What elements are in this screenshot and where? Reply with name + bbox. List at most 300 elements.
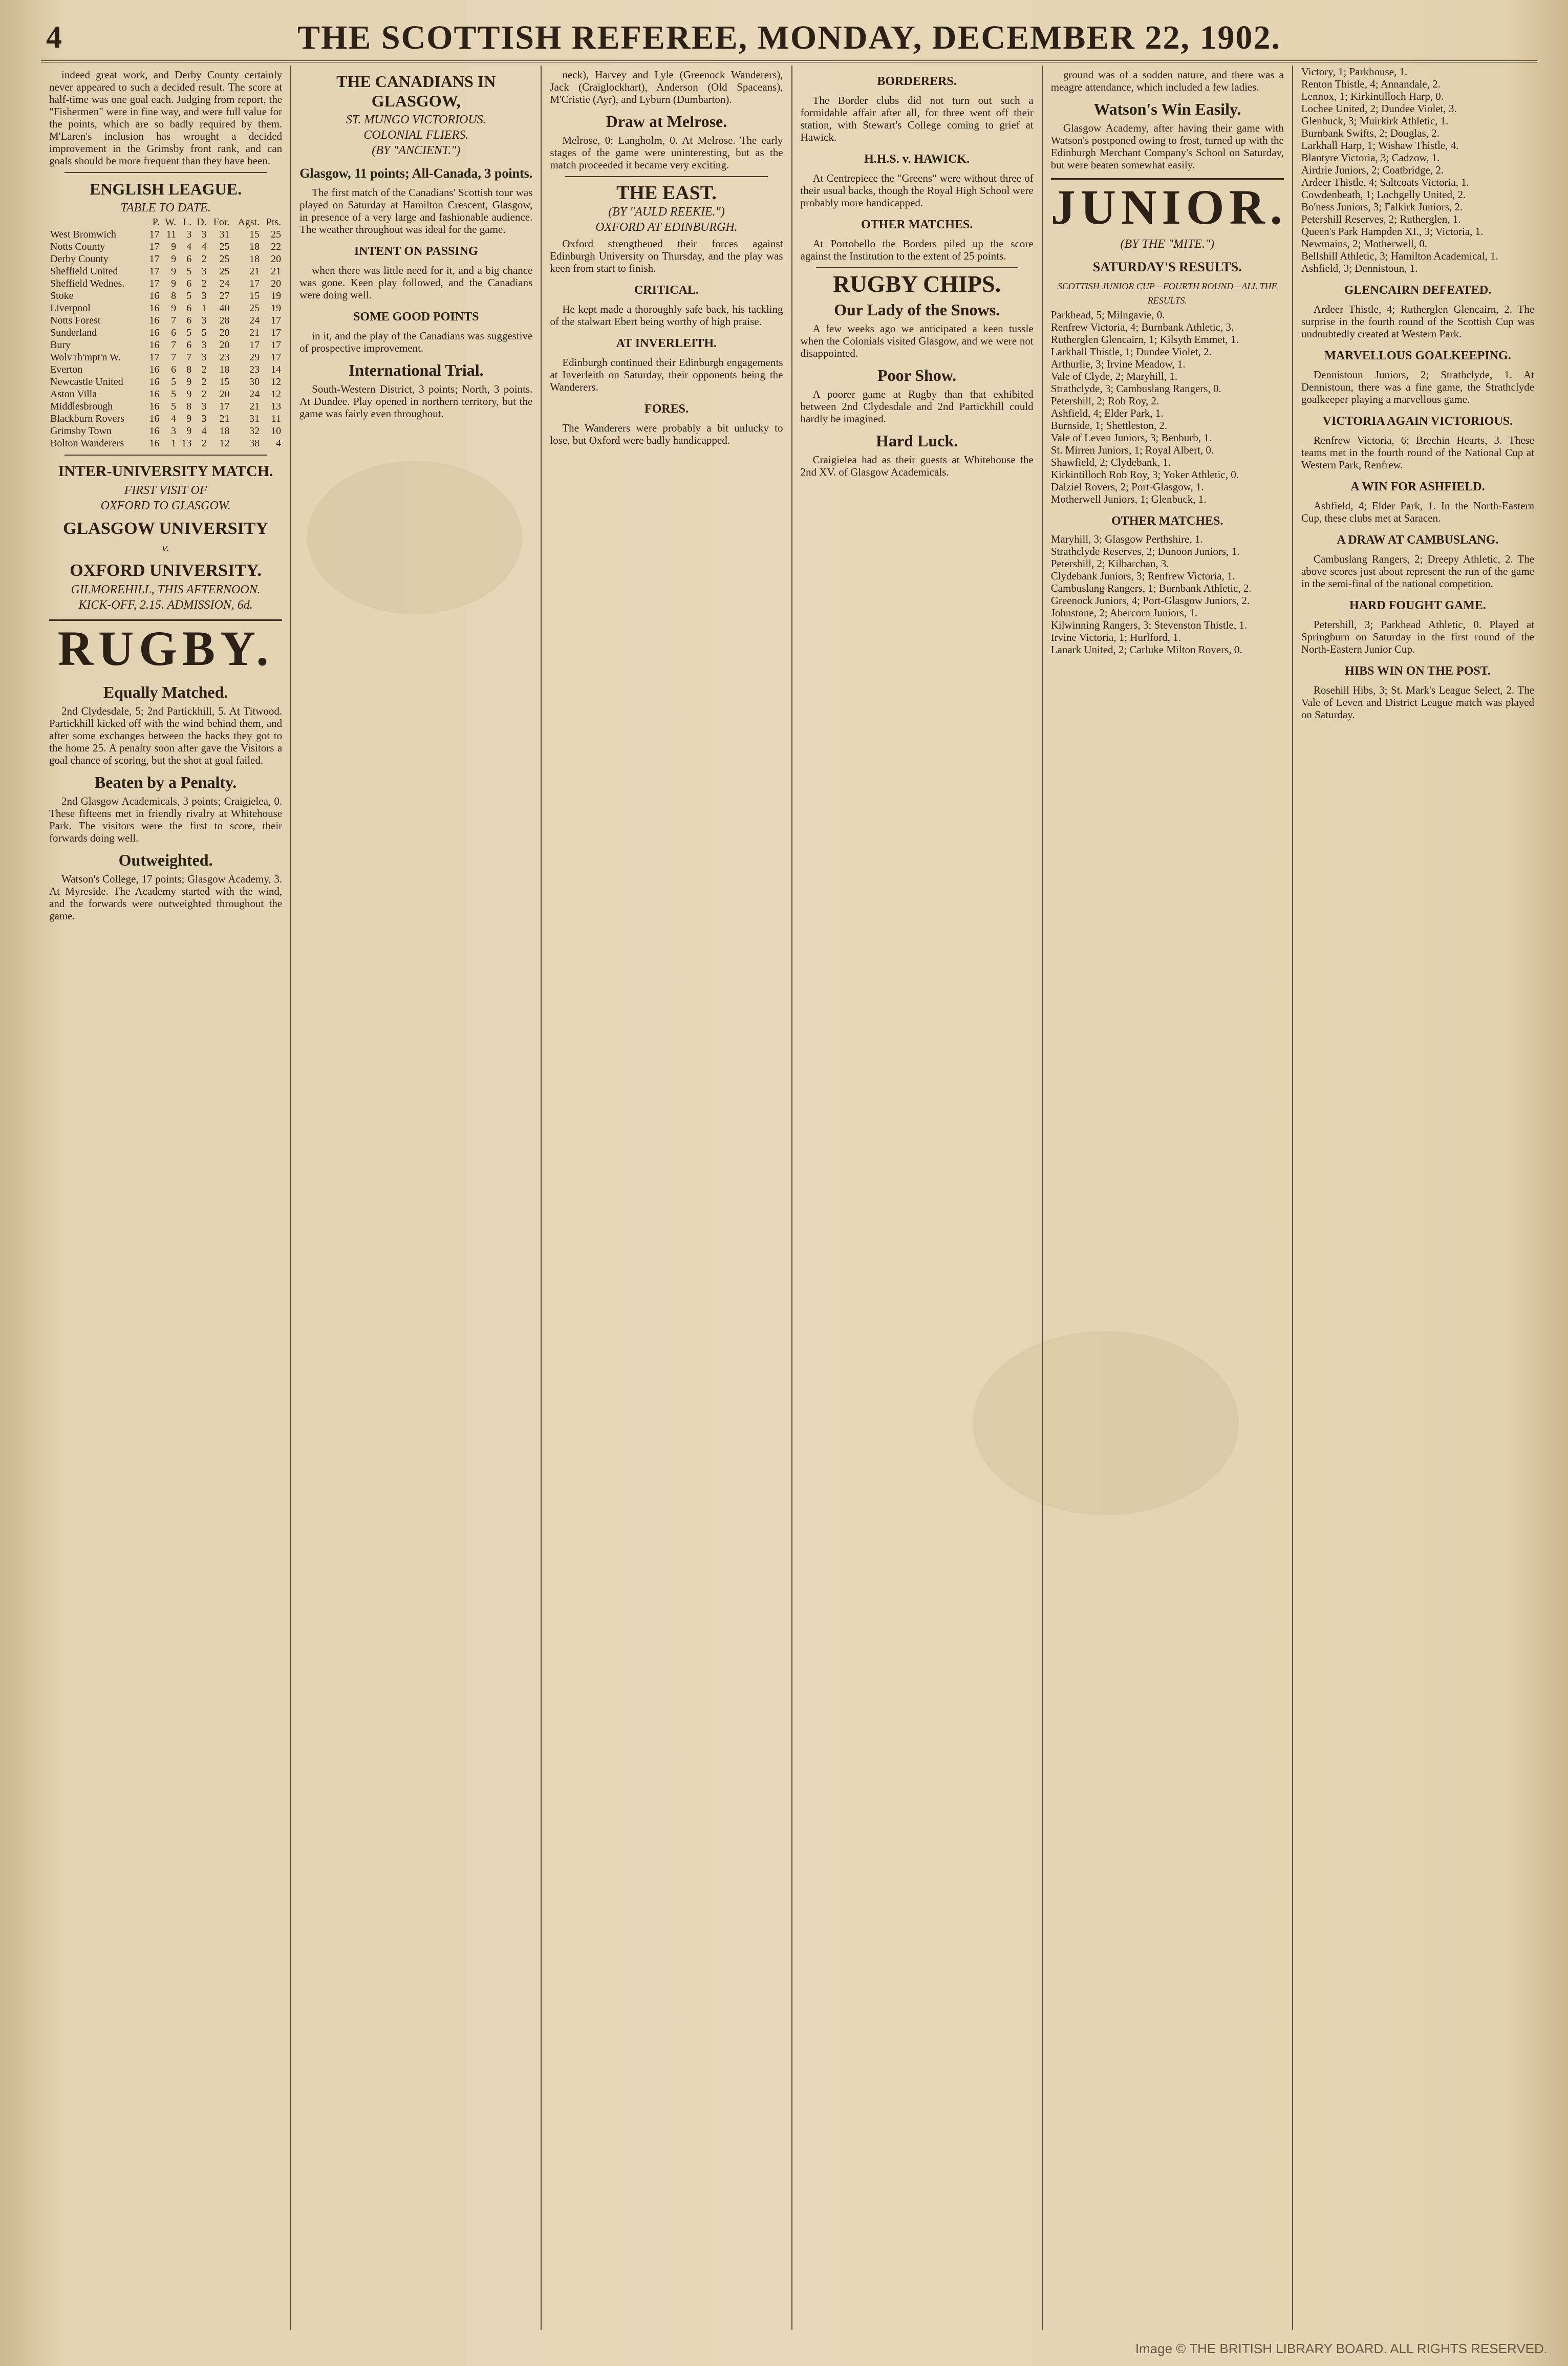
table-cell: 38: [249, 438, 260, 449]
table-cell: 25: [219, 266, 230, 277]
table-row: [49, 351, 282, 363]
list-item: Lochee United, 2; Dundee Violet, 3.: [1301, 102, 1457, 115]
table-cell: 6: [171, 327, 177, 338]
table-row: [49, 314, 282, 327]
table-cell: 8: [186, 364, 192, 375]
article-text: 2nd Clydesdale, 5; 2nd Partickhill, 5. At Titwood. Partickhill kicked off with the wind behind them, and after some exchanges between the backs they got to the home 25. A penalty soon after gave the Visitors a goal chance of scoring, but the shot at goal failed.: [49, 705, 283, 766]
table-row: [49, 376, 282, 388]
article-subheading: COLONIAL FLIERS.: [363, 128, 469, 142]
league-col-header: Pts.: [266, 217, 282, 228]
varsity-team-2: OXFORD UNIVERSITY.: [70, 561, 262, 580]
article-text: A poorer game at Rugby than that exhibited between 2nd Clydesdale and 2nd Partickhill could hardly be imagined.: [800, 388, 1034, 425]
results-heading: OTHER MATCHES.: [1111, 514, 1223, 528]
table-cell: 21: [249, 266, 260, 277]
table-cell: 21: [249, 401, 260, 412]
list-item: Victory, 1; Parkhouse, 1.: [1301, 66, 1408, 78]
article-subheading: HIBS WIN ON THE POST.: [1345, 664, 1491, 678]
table-cell: 21: [219, 413, 230, 424]
league-col-header: P.: [152, 217, 160, 228]
team-name: Grimsby Town: [50, 425, 112, 437]
article-heading: Poor Show.: [877, 366, 957, 384]
table-cell: 5: [186, 327, 192, 338]
league-header-row: [49, 216, 282, 228]
table-cell: 4: [201, 241, 207, 252]
table-cell: 25: [219, 253, 230, 265]
table-cell: 18: [249, 253, 260, 265]
team-name: Wolv'rh'mpt'n W.: [50, 352, 121, 363]
table-cell: 16: [149, 413, 160, 424]
article-text: neck), Harvey and Lyle (Greenock Wanderers), Jack (Craiglockhart), Anderson (Old Spaceans), M'Cristie (Ayr), and Lyburn (Dumbarton).: [550, 69, 783, 105]
column-container: [41, 66, 1542, 2330]
table-cell: 3: [201, 315, 207, 326]
table-cell: 4: [201, 425, 207, 437]
table-cell: 16: [149, 315, 160, 326]
table-row: [49, 265, 282, 277]
table-cell: 27: [219, 290, 230, 302]
table-cell: 7: [171, 352, 177, 363]
table-cell: 2: [201, 389, 207, 400]
article-text: He kept made a thoroughly safe back, his tackling of the stalwart Ebert being worthy of high praise.: [550, 303, 783, 328]
table-cell: 20: [219, 339, 230, 351]
table-cell: 6: [186, 339, 192, 351]
team-name: Derby County: [50, 253, 109, 265]
list-item: Kilwinning Rangers, 3; Stevenston Thistle, 1.: [1050, 619, 1248, 631]
list-item: Ashfield, 4; Elder Park, 1.: [1050, 407, 1164, 419]
article-subheading: MARVELLOUS GOALKEEPING.: [1324, 349, 1511, 362]
team-name: Stoke: [50, 290, 74, 302]
table-cell: 3: [201, 339, 207, 351]
list-item: Airdrie Juniors, 2; Coatbridge, 2.: [1301, 164, 1444, 176]
table-cell: 25: [271, 229, 282, 240]
table-cell: 4: [276, 438, 282, 449]
league-col-header: For.: [213, 217, 230, 228]
article-heading: Watson's Win Easily.: [1093, 100, 1241, 118]
table-cell: 16: [149, 376, 160, 388]
table-cell: 3: [201, 413, 207, 424]
table-cell: 5: [171, 389, 177, 400]
table-row: [49, 327, 282, 339]
table-cell: 18: [219, 364, 230, 375]
table-cell: 9: [171, 303, 177, 314]
article-text: Dennistoun Juniors, 2; Strathclyde, 1. At Dennistoun, there was a fine game, the Strathclyde goalkeeper playing a marvellous game.: [1301, 369, 1535, 405]
article-text: The first match of the Canadians' Scottish tour was played on Saturday at Hamilton Crescent, Glasgow, in presence of a very large and fashionable audience. The weather throughout was ideal for the game.: [299, 186, 533, 235]
table-cell: 2: [201, 438, 207, 449]
list-item: Ashfield, 3; Dennistoun, 1.: [1301, 262, 1418, 274]
list-item: Lanark United, 2; Carluke Milton Rovers, 0.: [1050, 643, 1242, 656]
table-cell: 28: [219, 315, 230, 326]
article-text: Oxford strengthened their forces against Edinburgh University on Thursday, and the play was keen from start to finish.: [550, 238, 783, 274]
article-heading: Draw at Melrose.: [606, 112, 727, 131]
article-text: A few weeks ago we anticipated a keen tussle when the Colonials visited Glasgow, and we were not disappointed.: [800, 322, 1034, 359]
table-cell: 3: [201, 229, 207, 240]
divider: [65, 172, 267, 173]
article-text: Melrose, 0; Langholm, 0. At Melrose. The early stages of the game were uninteresting, but as the match proceeded it became very exciting.: [550, 134, 783, 171]
column-1: [41, 66, 291, 2330]
divider: [65, 455, 267, 456]
league-col-header: W.: [165, 217, 177, 228]
table-cell: 19: [271, 303, 282, 314]
table-cell: 5: [186, 266, 192, 277]
column-4: [792, 66, 1043, 2330]
article-text: in it, and the play of the Canadians was suggestive of prospective improvement.: [299, 330, 533, 354]
table-cell: 16: [149, 303, 160, 314]
varsity-versus: v.: [162, 541, 170, 554]
list-item: Bellshill Athletic, 3; Hamilton Academical, 1.: [1301, 250, 1498, 262]
table-cell: 15: [219, 376, 230, 388]
table-cell: 13: [181, 438, 192, 449]
table-cell: 9: [186, 413, 192, 424]
varsity-subheading: FIRST VISIT OF: [124, 484, 207, 497]
table-row: [49, 425, 282, 437]
table-cell: 8: [171, 290, 177, 302]
list-item: Renton Thistle, 4; Annandale, 2.: [1301, 78, 1441, 90]
table-cell: 16: [149, 339, 160, 351]
article-subheading: FORES.: [644, 402, 689, 416]
article-text: ground was of a sodden nature, and there was a meagre attendance, which included a few ladies.: [1050, 69, 1284, 93]
table-cell: 15: [249, 229, 260, 240]
table-cell: 4: [186, 241, 192, 252]
list-item: Dalziel Rovers, 2; Port-Glasgow, 1.: [1050, 481, 1204, 493]
table-cell: 9: [171, 266, 177, 277]
list-item: Queen's Park Hampden XI., 3; Victoria, 1.: [1301, 225, 1484, 238]
article-text: indeed great work, and Derby County certainly never appeared to such a decided result. The score at half-time was one goal each. Judging from report, the "Fishermen" were in fine way, and were full value for the points, which are so badly required by them. M'Laren's inclusion has wrought a decided improvement in the Grimsby front rank, and can goals should be more frequent than they have been.: [49, 69, 283, 167]
article-heading: Outweighted.: [118, 851, 213, 869]
table-cell: 2: [201, 376, 207, 388]
article-subheading: ST. MUNGO VICTORIOUS.: [346, 113, 486, 126]
list-item: Motherwell Juniors, 1; Glenbuck, 1.: [1050, 493, 1207, 505]
table-cell: 9: [186, 389, 192, 400]
list-item: Petershill, 2; Rob Roy, 2.: [1050, 395, 1159, 407]
page-number: 4: [46, 20, 62, 55]
article-subheading: H.H.S. v. HAWICK.: [864, 153, 970, 166]
article-text: Ardeer Thistle, 4; Rutherglen Glencairn, 2. The surprise in the fourth round of the Scottish Cup was undoubtedly created at Western Park.: [1301, 303, 1535, 340]
table-cell: 17: [149, 278, 160, 289]
list-item: Parkhead, 5; Milngavie, 0.: [1050, 309, 1165, 321]
table-row: [49, 241, 282, 253]
table-cell: 17: [271, 327, 282, 338]
table-cell: 12: [271, 376, 282, 388]
team-name: West Bromwich: [50, 229, 116, 240]
table-cell: 17: [271, 315, 282, 326]
table-cell: 8: [186, 401, 192, 412]
team-name: Bolton Wanderers: [50, 438, 124, 449]
column-3: [542, 66, 792, 2330]
list-item: Larkhall Harp, 1; Wishaw Thistle, 4.: [1301, 139, 1459, 152]
table-cell: 17: [149, 241, 160, 252]
list-item: Vale of Leven Juniors, 3; Benburb, 1.: [1050, 432, 1212, 444]
table-cell: 25: [219, 241, 230, 252]
table-cell: 3: [171, 425, 177, 437]
table-cell: 6: [186, 303, 192, 314]
list-item: Lennox, 1; Kirkintilloch Harp, 0.: [1301, 90, 1444, 102]
list-item: Shawfield, 2; Clydebank, 1.: [1050, 456, 1171, 468]
table-cell: 3: [201, 290, 207, 302]
table-cell: 21: [249, 327, 260, 338]
byline: (BY "AULD REEKIE."): [608, 205, 725, 219]
article-text: Renfrew Victoria, 6; Brechin Hearts, 3. These teams met in the fourth round of the National Cup at Western Park, Renfrew.: [1301, 434, 1535, 471]
list-item: Cambuslang Rangers, 1; Burnbank Athletic, 2.: [1050, 582, 1252, 594]
article-subheading: GLENCAIRN DEFEATED.: [1344, 284, 1492, 297]
junior-section-heading: JUNIOR.: [1051, 178, 1284, 235]
article-text: At Centrepiece the "Greens" were without three of their usual backs, though the Royal High School were probably more handicapped.: [800, 172, 1034, 209]
list-item: Burnside, 1; Shettleston, 2.: [1050, 419, 1168, 432]
table-cell: 4: [171, 413, 177, 424]
article-text: Ashfield, 4; Elder Park, 1. In the North-Eastern Cup, these clubs met at Saracen.: [1301, 500, 1535, 524]
table-cell: 15: [249, 290, 260, 302]
table-cell: 6: [186, 278, 192, 289]
list-item: Blantyre Victoria, 3; Cadzow, 1.: [1301, 152, 1440, 164]
paper-title: THE SCOTTISH REFEREE, MONDAY, DECEMBER 22, 1902.: [297, 19, 1281, 56]
table-cell: 16: [149, 401, 160, 412]
team-name: Sheffield United: [50, 266, 118, 277]
match-score: Glasgow, 11 points; All-Canada, 3 points.: [299, 166, 533, 181]
table-cell: 22: [271, 241, 282, 252]
team-name: Blackburn Rovers: [50, 413, 124, 424]
table-cell: 3: [201, 401, 207, 412]
table-cell: 11: [166, 229, 177, 240]
article-subheading: VICTORIA AGAIN VICTORIOUS.: [1322, 415, 1513, 428]
results-list: [1301, 66, 1534, 274]
table-cell: 18: [219, 425, 230, 437]
varsity-venue: GILMOREHILL, THIS AFTERNOON.: [71, 583, 261, 596]
table-cell: 14: [271, 364, 282, 375]
league-heading: ENGLISH LEAGUE.: [90, 180, 242, 198]
varsity-team-1: GLASGOW UNIVERSITY: [63, 519, 269, 538]
list-item: Ardeer Thistle, 4; Saltcoats Victoria, 1.: [1301, 176, 1469, 188]
article-subheading: SOME GOOD POINTS: [353, 310, 479, 324]
list-item: Strathclyde Reserves, 2; Dunoon Juniors, 1.: [1050, 545, 1240, 557]
masthead: [41, 15, 1537, 62]
table-cell: 16: [149, 327, 160, 338]
table-row: [49, 363, 282, 376]
article-text: 2nd Glasgow Academicals, 3 points; Craigielea, 0. These fifteens met in friendly rivalry at Whitehouse Park. The visitors were the first to score, their forwards doing well.: [49, 795, 283, 844]
article-heading: Our Lady of the Snows.: [834, 300, 1000, 319]
list-item: Johnstone, 2; Abercorn Juniors, 1.: [1050, 607, 1198, 619]
article-text: Rosehill Hibs, 3; St. Mark's League Select, 2. The Vale of Leven and District League match was played on Saturday.: [1301, 684, 1535, 721]
list-item: Irvine Victoria, 1; Hurlford, 1.: [1050, 631, 1182, 643]
list-item: Glenbuck, 3; Muirkirk Athletic, 1.: [1301, 115, 1449, 127]
list-item: Greenock Juniors, 4; Port-Glasgow Juniors, 2.: [1050, 594, 1250, 607]
results-list: [1051, 533, 1284, 656]
table-cell: 12: [219, 438, 230, 449]
table-cell: 5: [171, 376, 177, 388]
table-cell: 12: [271, 389, 282, 400]
results-list: [1051, 309, 1284, 505]
rugby-section-heading: RUGBY.: [49, 619, 282, 676]
article-subheading: CRITICAL.: [634, 284, 699, 297]
article-heading: Equally Matched.: [103, 683, 228, 701]
article-subheading: BORDERERS.: [877, 75, 957, 88]
table-cell: 23: [249, 364, 260, 375]
table-cell: 21: [271, 266, 282, 277]
table-cell: 18: [249, 241, 260, 252]
list-item: Larkhall Thistle, 1; Dundee Violet, 2.: [1050, 346, 1212, 358]
team-name: Liverpool: [50, 303, 91, 314]
table-cell: 6: [171, 364, 177, 375]
table-cell: 1: [201, 303, 207, 314]
table-cell: 40: [219, 303, 230, 314]
list-item: Kirkintilloch Rob Roy, 3; Yoker Athletic, 0.: [1050, 468, 1239, 481]
table-cell: 16: [149, 425, 160, 437]
table-cell: 9: [186, 425, 192, 437]
article-heading: Beaten by a Penalty.: [94, 773, 237, 791]
table-cell: 7: [171, 339, 177, 351]
table-row: [49, 400, 282, 413]
table-row: [49, 339, 282, 351]
table-cell: 31: [219, 229, 230, 240]
team-name: Everton: [50, 364, 83, 375]
table-cell: 5: [186, 290, 192, 302]
table-cell: 7: [186, 352, 192, 363]
table-cell: 2: [201, 278, 207, 289]
table-cell: 25: [249, 303, 260, 314]
article-heading: THE EAST.: [616, 182, 717, 204]
article-text: Glasgow Academy, after having their game with Watson's postponed owing to frost, turned up with the Edinburgh Merchant Company's School on Saturday, but were beaten somewhat easily.: [1050, 122, 1284, 171]
table-cell: 1: [171, 438, 177, 449]
table-row: [49, 302, 282, 314]
table-cell: 2: [201, 364, 207, 375]
divider: [565, 176, 767, 177]
team-name: Bury: [50, 339, 71, 351]
table-row: [49, 277, 282, 290]
table-cell: 5: [171, 401, 177, 412]
team-name: Middlesbrough: [50, 401, 113, 412]
article-text: when there was little need for it, and a big chance was gone. Keen play followed, and the Canadians were doing well.: [299, 264, 533, 301]
table-cell: 17: [249, 278, 260, 289]
divider: [816, 267, 1018, 268]
table-cell: 17: [219, 401, 230, 412]
league-table: [49, 216, 282, 449]
table-cell: 31: [249, 413, 260, 424]
table-cell: 17: [149, 253, 160, 265]
table-cell: 16: [149, 389, 160, 400]
league-col-header: D.: [197, 217, 207, 228]
table-cell: 20: [271, 253, 282, 265]
list-item: Renfrew Victoria, 4; Burnbank Athletic, 3.: [1050, 321, 1234, 333]
article-subheading: OTHER MATCHES.: [861, 218, 973, 231]
column-5: [1043, 66, 1293, 2330]
table-cell: 5: [201, 327, 207, 338]
article-subheading: INTENT ON PASSING: [354, 245, 478, 258]
table-row: [49, 388, 282, 400]
table-cell: 24: [249, 389, 260, 400]
table-cell: 9: [171, 241, 177, 252]
list-item: Cowdenbeath, 1; Lochgelly United, 2.: [1301, 188, 1466, 201]
list-item: Strathclyde, 3; Cambuslang Rangers, 0.: [1050, 382, 1221, 395]
results-subheading: SCOTTISH JUNIOR CUP—FOURTH ROUND—ALL THE RESULTS.: [1057, 281, 1277, 306]
team-name: Aston Villa: [50, 389, 97, 400]
article-text: Petershill, 3; Parkhead Athletic, 0. Played at Springburn on Saturday in the first round of the North-Eastern Junior Cup.: [1301, 618, 1535, 655]
list-item: Rutherglen Glencairn, 1; Kilsyth Emmet, 1.: [1050, 333, 1239, 346]
list-item: Newmains, 2; Motherwell, 0.: [1301, 238, 1427, 250]
team-name: Notts Forest: [50, 315, 101, 326]
team-name: Sunderland: [50, 327, 97, 338]
article-text: Watson's College, 17 points; Glasgow Academy, 3. At Myreside. The Academy started with the wind, and the forwards were outweighted throughout the game.: [49, 873, 283, 922]
team-name: Notts County: [50, 241, 105, 252]
team-name: Sheffield Wednes.: [50, 278, 125, 289]
article-text: Cambuslang Rangers, 2; Dreepy Athletic, 2. The above scores just about represent the run of the game in the semi-final of the national competition.: [1301, 553, 1535, 590]
table-row: [49, 253, 282, 265]
article-text: At Portobello the Borders piled up the score against the Institution to the extent of 25 points.: [800, 238, 1034, 262]
byline: (BY THE "MITE."): [1120, 238, 1215, 251]
table-cell: 11: [271, 413, 282, 424]
article-heading: Hard Luck.: [876, 432, 958, 450]
table-cell: 10: [271, 425, 282, 437]
table-row: [49, 228, 282, 241]
list-item: Maryhill, 3; Glasgow Perthshire, 1.: [1050, 533, 1203, 545]
column-6: [1293, 66, 1542, 2330]
table-cell: 19: [271, 290, 282, 302]
table-cell: 16: [149, 438, 160, 449]
article-subheading: AT INVERLEITH.: [616, 337, 717, 350]
varsity-kickoff: KICK-OFF, 2.15. ADMISSION, 6d.: [78, 598, 253, 612]
table-cell: 9: [171, 253, 177, 265]
article-subheading: A WIN FOR ASHFIELD.: [1350, 480, 1485, 493]
byline: (BY "ANCIENT."): [372, 144, 461, 157]
table-cell: 32: [249, 425, 260, 437]
list-item: Arthurlie, 3; Irvine Meadow, 1.: [1050, 358, 1186, 370]
league-col-header: L.: [183, 217, 192, 228]
table-cell: 30: [249, 376, 260, 388]
table-cell: 17: [149, 352, 160, 363]
table-row: [49, 437, 282, 449]
column-2: [291, 66, 542, 2330]
league-subheading: TABLE TO DATE.: [120, 201, 211, 214]
table-cell: 29: [249, 352, 260, 363]
table-cell: 20: [219, 327, 230, 338]
table-cell: 7: [171, 315, 177, 326]
article-subheading: A DRAW AT CAMBUSLANG.: [1337, 533, 1499, 547]
varsity-heading: INTER-UNIVERSITY MATCH.: [58, 463, 273, 480]
list-item: Vale of Clyde, 2; Maryhill, 1.: [1050, 370, 1177, 382]
results-heading: SATURDAY'S RESULTS.: [1092, 260, 1242, 274]
article-text: South-Western District, 3 points; North, 3 points. At Dundee. Play opened in northern territory, but the game was fairly even throughout.: [299, 383, 533, 420]
article-text: The Wanderers were probably a bit unlucky to lose, but Oxford were badly handicapped.: [550, 422, 783, 446]
table-cell: 9: [186, 376, 192, 388]
table-cell: 17: [149, 229, 160, 240]
table-cell: 9: [171, 278, 177, 289]
table-cell: 16: [149, 290, 160, 302]
list-item: St. Mirren Juniors, 1; Royal Albert, 0.: [1050, 444, 1214, 456]
image-credit: Image © THE BRITISH LIBRARY BOARD. ALL RIGHTS RESERVED.: [1135, 2341, 1548, 2356]
varsity-subheading: OXFORD TO GLASGOW.: [100, 499, 231, 512]
table-cell: 2: [201, 253, 207, 265]
table-cell: 6: [186, 253, 192, 265]
section-heading: RUGBY CHIPS.: [833, 271, 1001, 297]
article-subheading: OXFORD AT EDINBURGH.: [595, 221, 738, 234]
list-item: Bo'ness Juniors, 3; Falkirk Juniors, 2.: [1301, 201, 1463, 213]
table-cell: 24: [219, 278, 230, 289]
list-item: Petershill Reserves, 2; Rutherglen, 1.: [1301, 213, 1461, 225]
article-heading: International Trial.: [348, 361, 484, 379]
article-subheading: HARD FOUGHT GAME.: [1349, 599, 1486, 612]
table-cell: 3: [186, 229, 192, 240]
table-cell: 23: [219, 352, 230, 363]
league-col-header: Agst.: [238, 217, 260, 228]
table-row: [49, 290, 282, 302]
table-cell: 24: [249, 315, 260, 326]
article-text: The Border clubs did not turn out such a formidable affair after all, for three went off their station, with Stewart's College coming to grief at Hawick.: [800, 94, 1034, 143]
table-cell: 20: [219, 389, 230, 400]
table-cell: 3: [201, 266, 207, 277]
list-item: Clydebank Juniors, 3; Renfrew Victoria, 1.: [1050, 570, 1235, 582]
table-cell: 17: [149, 266, 160, 277]
team-name: Newcastle United: [50, 376, 123, 388]
table-cell: 17: [249, 339, 260, 351]
article-heading: THE CANADIANS IN GLASGOW,: [336, 72, 496, 110]
table-cell: 3: [201, 352, 207, 363]
table-cell: 17: [271, 339, 282, 351]
